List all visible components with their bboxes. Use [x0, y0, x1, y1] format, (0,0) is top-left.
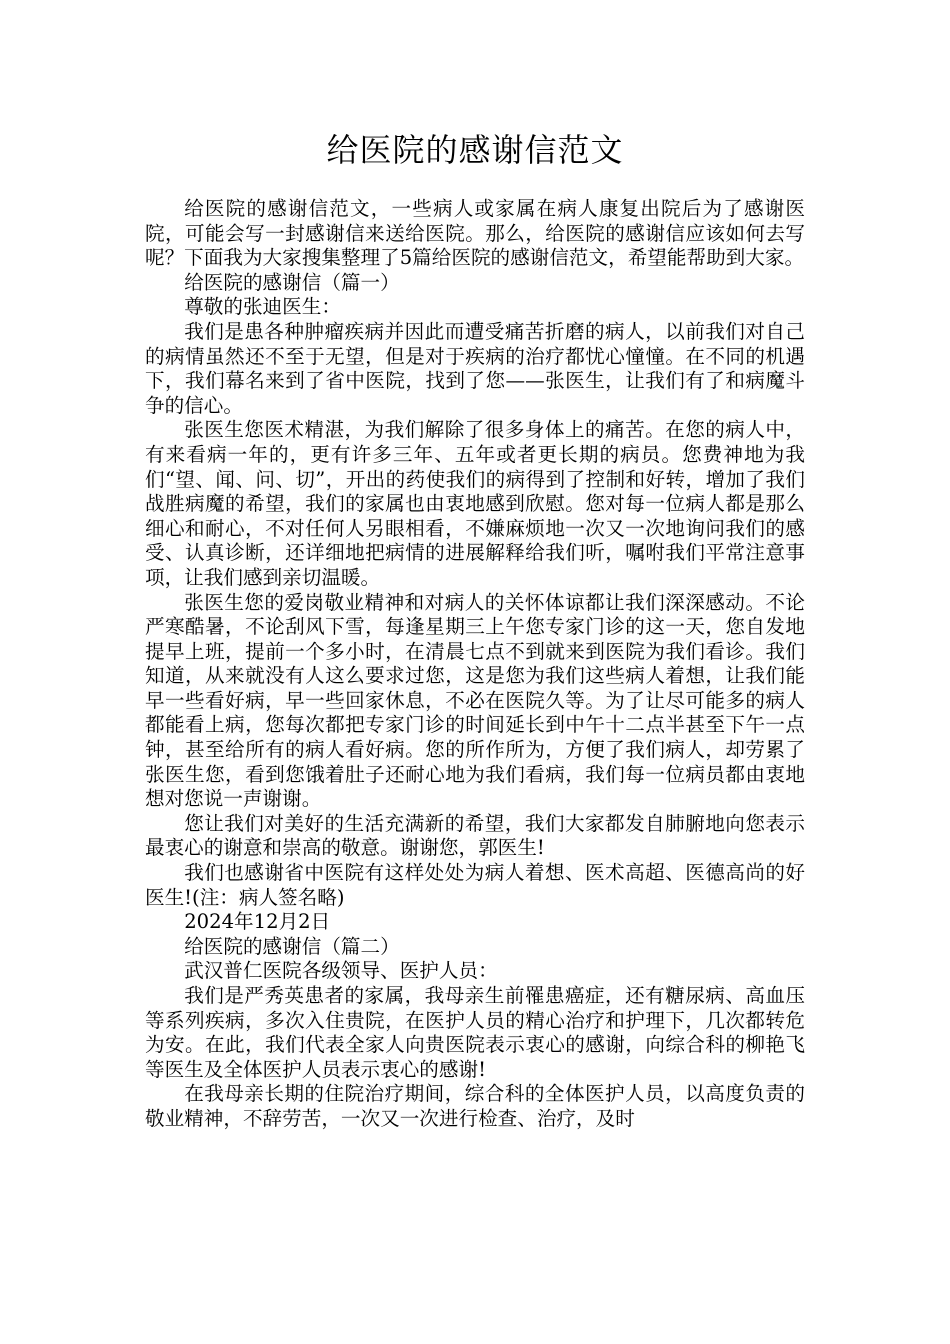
paragraph: 在我母亲长期的住院治疗期间，综合科的全体医护人员，以高度负责的敬业精神，不辞劳苦，一次又一次进行检查、治疗，及时 [145, 1082, 805, 1130]
paragraph: 张医生您医术精湛，为我们解除了很多身体上的痛苦。在您的病人中，有来看病一年的，更有许多三年、五年或者更长期的病员。您费神地为我们“望、闻、问、切”，开出的药使我们的病得到了控制和好转，增加了我们战胜病魔的希望，我们的家属也由衷地感到欣慰。您对每一位病人都是那么细心和耐心，不对任何人另眼相看，不嫌麻烦地一次又一次地询问我们的感受、认真诊断，还详细地把病情的进展解释给我们听，嘱咐我们平常注意事项，让我们感到亲切温暖。 [145, 418, 805, 589]
paragraph-intro: 给医院的感谢信范文，一些病人或家属在病人康复出院后为了感谢医院，可能会写一封感谢信来送给医院。那么，给医院的感谢信应该如何去写呢？下面我为大家搜集整理了5篇给医院的感谢信范文，希望能帮助到大家。 [145, 197, 805, 270]
paragraph: 我们也感谢省中医院有这样处处为病人着想、医术高超、医德高尚的好医生!(注：病人签名略) [145, 861, 805, 909]
salutation-2: 武汉普仁医院各级领导、医护人员： [184, 959, 498, 983]
section-heading-1: 给医院的感谢信（篇一） [184, 270, 400, 294]
paragraph: 张医生您的爱岗敬业精神和对病人的关怀体谅都让我们深深感动。不论严寒酷暑，不论刮风下雪，每逢星期三上午您专家门诊的这一天，您自发地提早上班，提前一个多小时，在清晨七点不到就来到医院为我们看诊。我们知道，从来就没有人这么要求过您，这是您为我们这些病人着想，让我们能早一些看好病，早一些回家休息，不必在医院久等。为了让尽可能多的病人都能看上病，您每次都把专家门诊的时间延长到中午十二点半甚至下午一点钟，甚至给所有的病人看好病。您的所作所为，方便了我们病人，却劳累了张医生您，看到您饿着肚子还耐心地为我们看病，我们每一位病员都由衷地想对您说一声谢谢。 [145, 590, 805, 811]
paragraph: 我们是严秀英患者的家属，我母亲生前罹患癌症，还有糖尿病、高血压等系列疾病，多次入住贵院，在医护人员的精心治疗和护理下，几次都转危为安。在此，我们代表全家人向贵医院表示衷心的感谢，向综合科的柳艳飞等医生及全体医护人员表示衷心的感谢! [145, 984, 805, 1081]
paragraph: 您让我们对美好的生活充满新的希望，我们大家都发自肺腑地向您表示最衷心的谢意和崇高的敬意。谢谢您，郭医生! [145, 811, 805, 860]
document-body [145, 197, 805, 1132]
section-heading-2: 给医院的感谢信（篇二） [184, 934, 400, 958]
letter-date: 2024年12月2日 [184, 910, 331, 934]
document-title: 给医院的感谢信范文 [326, 131, 624, 169]
paragraph: 我们是患各种肿瘤疾病并因此而遭受痛苦折磨的病人，以前我们对自己的病情虽然还不至于无望，但是对于疾病的治疗都忧心憧憧。在不同的机遇下，我们幕名来到了省中医院，找到了您——张医生，让我们有了和病魔斗争的信心。 [145, 319, 805, 417]
salutation-1: 尊敬的张迪医生： [184, 295, 341, 319]
